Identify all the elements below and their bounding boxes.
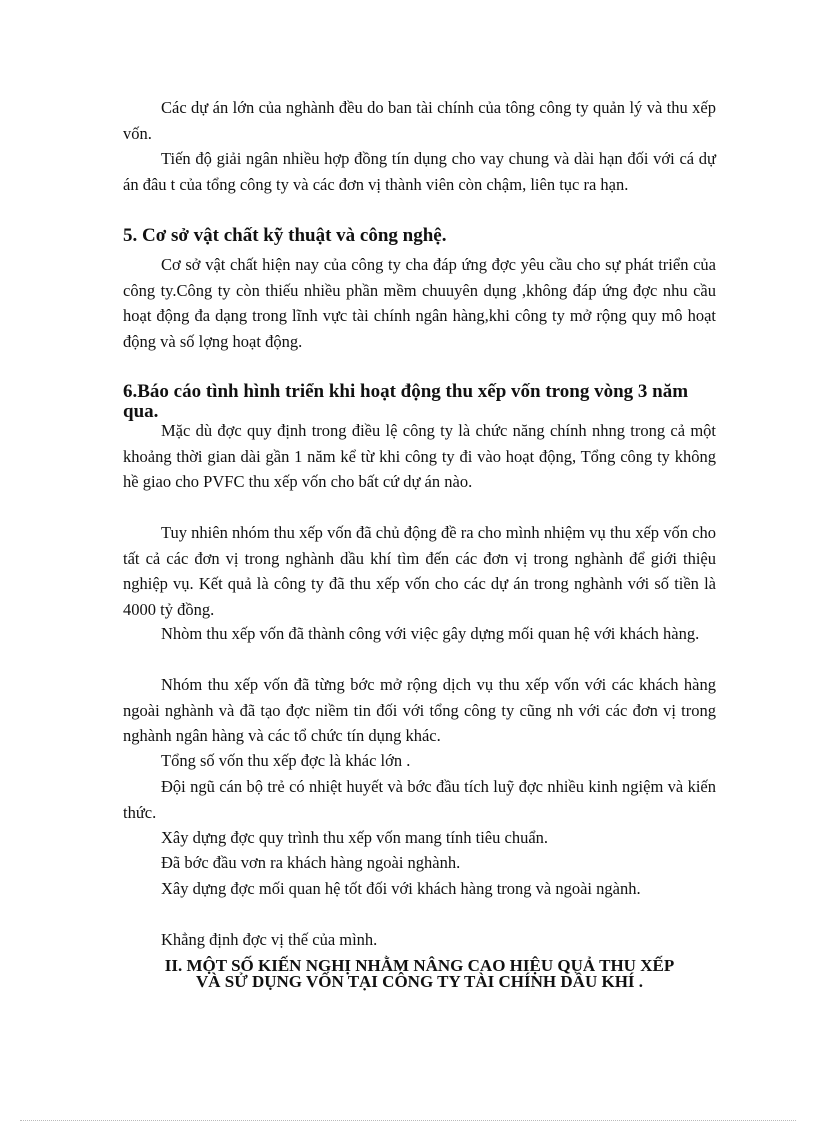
paragraph-report-7: Xây dựng đợc quy trình thu xếp vốn mang tính tiêu chuẩn. [161, 828, 549, 847]
paragraph-facilities: Cơ sở vật chất hiện nay của công ty cha đáp ứng đợc yêu cầu cho sự phát triển của công ty.Công ty còn thiếu nhiều phần mềm chuuyên dụng ,không đáp ứng đợc nhu cầu hoạt động đa dạng trong lĩnh vực tài chính ngân hàng,khi công ty mở rộng quy mô hoạt động và số lợng hoạt động. [123, 255, 716, 351]
paragraph-major-projects: Các dự án lớn của nghành đều do ban tài chính của tông công ty quản lý và thu xếp vốn. [123, 98, 716, 143]
section-title-line-1: II. MỘT SỐ KIẾN NGHỊ NHẰM NÂNG CAO HIỆU QUẢ THU XẾP [164, 956, 675, 975]
heading-funding-report: 6.Báo cáo tình hình triển khi hoạt động thu xếp vốn trong vòng 3 năm qua. [123, 381, 689, 422]
paragraph-report-8: Đã bớc đầu vơn ra khách hàng ngoài nghành. [161, 853, 461, 872]
paragraph-report-10: Khẳng định đợc vị thế của mình. [161, 930, 378, 949]
paragraph-report-3: Nhòm thu xếp vốn đã thành công với việc gây dựng mối quan hệ với khách hàng. [161, 624, 700, 643]
paragraph-report-5: Tổng số vốn thu xếp đợc là khác lớn . [161, 751, 411, 770]
heading-facilities: 5. Cơ sở vật chất kỹ thuật và công nghệ. [123, 225, 447, 246]
paragraph-report-6: Đội ngũ cán bộ trẻ có nhiệt huyết và bớc đầu tích luỹ đợc nhiều kinh ngiệm và kiến thức. [123, 777, 716, 822]
paragraph-report-9: Xây dựng đợc mối quan hệ tốt đối với khách hàng trong và ngoài ngành. [161, 879, 641, 898]
paragraph-report-4: Nhóm thu xếp vốn đã từng bớc mở rộng dịch vụ thu xếp vốn với các khách hàng ngoài nghành và đã tạo đợc niềm tin đối với tổng công ty cũng nh với các đơn vị trong nghành ngân hàng và các tổ chức tín dụng khác. [123, 675, 716, 745]
paragraph-disbursement-progress: Tiến độ giải ngân nhiều hợp đồng tín dụng cho vay chung và dài hạn đối với cá dự án đâu t của tổng công ty và các đơn vị thành viên còn chậm, liên tục ra hạn. [123, 149, 716, 194]
page-bottom-rule [20, 1120, 796, 1121]
paragraph-report-2: Tuy nhiên nhóm thu xếp vốn đã chủ động đề ra cho mình nhiệm vụ thu xếp vốn cho tất cả các đơn vị trong nghành dầu khí tìm đến các đơn vị trong nghành để giới thiệu nghiệp vụ. Kết quả là công ty đã thu xếp vốn cho các dự án trong nghành với số tiền là 4000 tỷ đồng. [123, 523, 716, 619]
paragraph-report-1: Mặc dù đợc quy định trong điều lệ công ty là chức năng chính nhng trong cả một khoảng thời gian dài gần 1 năm kể từ khi công ty đi vào hoạt động, Tổng công ty không hề giao cho PVFC thu xếp vốn cho bất cứ dự án nào. [123, 421, 716, 491]
section-title-line-2: VÀ SỬ DỤNG VỐN TẠI CÔNG TY TÀI CHÍNH DẦU KHÍ . [195, 972, 644, 991]
